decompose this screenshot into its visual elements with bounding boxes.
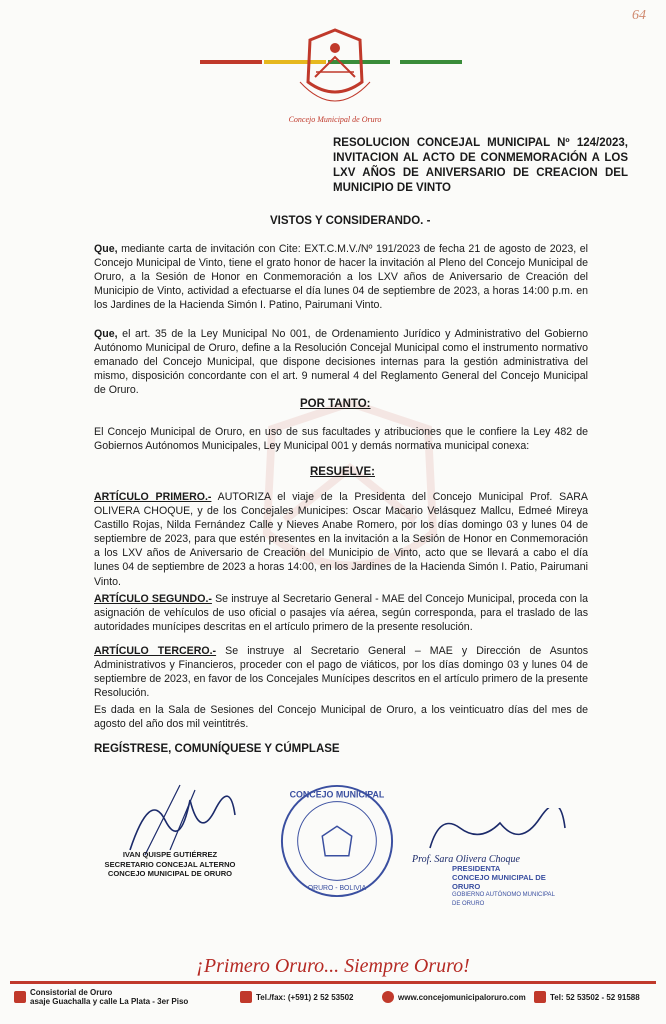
location-icon	[14, 991, 26, 1003]
footer-address: Consistorial de Oruro asaje Guachalla y calle La Plata - 3er Piso	[14, 988, 188, 1006]
por-tanto-heading: POR TANTO:	[300, 398, 371, 410]
registrese-heading: REGÍSTRESE, COMUNÍQUESE Y CÚMPLASE	[94, 743, 340, 755]
signature-right: Prof. Sara Olivera Choque PRESIDENTA CONCEJO MUNICIPAL DE ORURO GOBIERNO AUTÓNOMO MUNICIPAL DE ORURO	[412, 854, 555, 907]
resuelve-heading: RESUELVE:	[310, 466, 375, 478]
signature-left-scribble	[120, 780, 240, 860]
stamp-top-text: CONCEJO MUNICIPAL	[289, 789, 385, 800]
footer-contact	[0, 986, 666, 1016]
resolution-title: RESOLUCION CONCEJAL MUNICIPAL Nº 124/2023, INVITACION AL ACTO DE CONMEMORACIÓN A LOS LXV AÑOS DE ANIVERSARIO DE CREACION DEL MUNICIPIO DE VINTO	[333, 137, 628, 194]
article-third: ARTÍCULO TERCERO.- Se instruye al Secretario General – MAE y Dirección de Asuntos Administrativos y Financieros, proceder con el pago de viáticos, por los días domingo 03 y lunes 04 de septiembre de 2023, en favor de los Concejales Munícipes descritos en el artículo primero de la presente Resolución.	[94, 645, 589, 700]
logo-caption: Concejo Municipal de Oruro	[288, 115, 382, 124]
paragraph-por-tanto: El Concejo Municipal de Oruro, en uso de sus facultades y atribuciones que le confiere la Ley 482 de Gobiernos Autónomos Municipales, Ley Municipal 001 y demás normativa municipal conexa:	[94, 426, 588, 453]
paragraph-que-1: Que, mediante carta de invitación con Cite: EXT.C.M.V./Nº 191/2023 de fecha 21 de agosto de 2023, el Concejo Municipal de Vinto, tiene el grato honor de hacer la invitación al Pleno del Concejo Municipal de Oruro, a la Sesión de Honor en Conmemoración a los LXV años de Aniversario de Creación del Municipio de Vinto, actividad a efectuarse el día lunes 04 de septiembre de 2023, a horas 14:00 p.m. en los Jardines de la Hacienda Simón I. Patino, Pairumani Vinto.	[94, 243, 588, 312]
phone-icon	[534, 991, 546, 1003]
closing-paragraph: Es dada en la Sala de Sesiones del Concejo Municipal de Oruro, a los veinticuatro días del mes de agosto del año dos mil veintitrés.	[94, 704, 588, 731]
fax-icon	[240, 991, 252, 1003]
signature-left: IVAN QUISPE GUTIÉRREZ SECRETARIO CONCEJAL ALTERNO CONCEJO MUNICIPAL DE ORURO	[104, 850, 236, 878]
vistos-heading: VISTOS Y CONSIDERANDO. -	[270, 215, 431, 227]
council-logo	[280, 22, 390, 132]
page-number: 64	[632, 8, 646, 23]
footer-website[interactable]: www.concejomunicipaloruro.com	[382, 991, 526, 1003]
article-second: ARTÍCULO SEGUNDO.- Se instruye al Secretario General - MAE del Concejo Municipal, proceda con la asignación de vehículos de uso oficial o pasajes vía aérea, según corresponda, para el traslado de las autoridades munícipes descritas en el artículo primero de la presente resolución.	[94, 593, 588, 634]
paragraph-que-2: Que, el art. 35 de la Ley Municipal No 001, de Ordenamiento Jurídico y Administrativo del Gobierno Autónomo Municipal de Oruro, define a la Resolución Concejal Municipal como el instrumento normativo emanado del Concejo Municipal, que dispone decisiones internas para la gestión administrativa del mismo, disposición concordante con el art. 9 numeral 4 del Reglamento General del Concejo Municipal de Oruro.	[94, 328, 588, 397]
signature-right-scribble	[420, 808, 570, 858]
globe-icon	[382, 991, 394, 1003]
footer-divider	[10, 981, 656, 984]
stamp-bottom-text: ORURO - BOLIVIA	[307, 885, 367, 893]
footer-phones: Tel: 52 53502 - 52 91588	[534, 991, 640, 1003]
footer-telfax: Tel./fax: (+591) 2 52 53502	[240, 991, 353, 1003]
footer-slogan: ¡Primero Oruro... Siempre Oruro!	[196, 955, 470, 977]
article-first: ARTÍCULO PRIMERO.- AUTORIZA el viaje de la Presidenta del Concejo Municipal Prof. SARA OLIVERA CHOQUE, y de los Concejales Municipes: Oscar Macario Velásquez Mallcu, Edmeé Mireya Castillo Rojas, Nilda Fernández Calle y Nieves Anabe Romero, por los días domingo 03 y lunes 04 de septiembre de 2023, para que estén presentes en la invitación a la Sesión de Honor en Conmemoración a los LXV años de Aniversario de Creación del Municipio de Vinto, acto que se llevará a cabo el día lunes 04 de septiembre de 2023 a horas 14:00, en los Jardines de la Hacienda Simón I. Patio, Pairumani Vinto.	[94, 491, 588, 588]
official-stamp	[278, 782, 396, 900]
